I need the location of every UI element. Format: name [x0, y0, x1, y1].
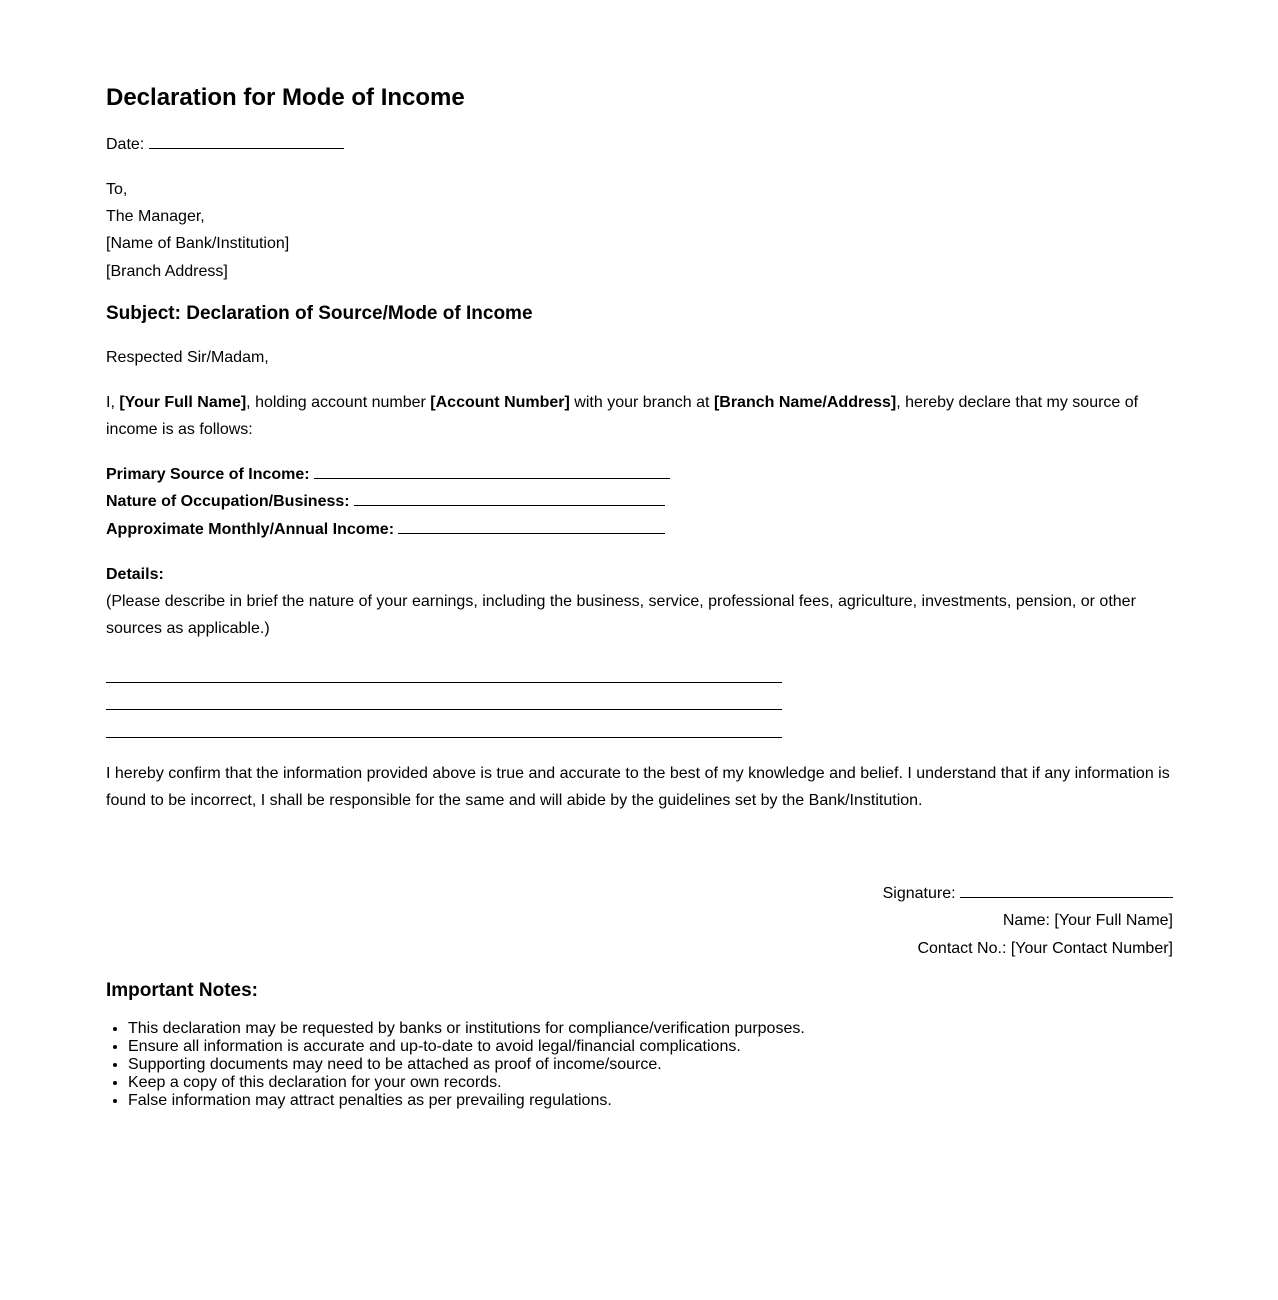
details-heading — [106, 561, 164, 588]
income-label: Approximate Monthly/Annual Income: — [106, 521, 395, 538]
address-bank: [Name of Bank/Institution] — [106, 235, 290, 252]
income-blank[interactable] — [398, 519, 665, 534]
date-line — [106, 131, 344, 158]
address-recipient: The Manager, — [106, 208, 205, 225]
list-item: • Supporting documents may need to be attached as proof of income/source. — [128, 1056, 805, 1074]
signature-line — [883, 880, 1173, 907]
list-item: • Ensure all information is accurate and up-to-date to avoid legal/financial complications. — [128, 1038, 805, 1056]
signature-name: Name: [Your Full Name] — [1002, 912, 1173, 929]
date-label: Date: — [106, 136, 145, 153]
details-line[interactable] — [106, 709, 782, 710]
list-item: • This declaration may be requested by banks or institutions for compliance/verification purposes. — [128, 1020, 805, 1038]
address-branch: [Branch Address] — [106, 263, 228, 280]
intro-text: I, — [106, 394, 120, 411]
salutation: Respected Sir/Madam, — [106, 349, 269, 366]
signature-blank[interactable] — [960, 883, 1173, 898]
address-to: To, — [106, 181, 128, 198]
subject-heading: Subject: Declaration of Source/Mode of Income — [106, 303, 533, 324]
page-title: Declaration for Mode of Income — [106, 84, 465, 111]
full-name-placeholder: [Your Full Name] — [119, 394, 247, 411]
primary-source-field — [106, 461, 670, 488]
notes-list — [106, 1020, 805, 1110]
date-blank[interactable] — [149, 134, 344, 149]
signature-label: Signature: — [882, 885, 956, 902]
account-number-placeholder: [Account Number] — [430, 394, 570, 411]
confirmation-paragraph: I hereby confirm that the information provided above is true and accurate to the best of my knowledge and belief. I understand that if any information is found to be incorrect, I shall be responsible for the same and will abide by the guidelines set by the Bank/Institution. — [106, 765, 1170, 809]
details-instructions: (Please describe in brief the nature of your earnings, including the business, service, professional fees, agriculture, investments, pension, or other sources as applicable.) — [106, 593, 1136, 637]
intro-text: , holding account number — [246, 394, 431, 411]
notes-heading: Important Notes: — [106, 980, 258, 1001]
intro-text: , hereby declare that my source of income is as follows: — [106, 394, 1139, 438]
occupation-label: Nature of Occupation/Business: — [106, 493, 350, 510]
income-field — [106, 516, 665, 543]
intro-paragraph — [106, 389, 1173, 443]
primary-source-label: Primary Source of Income: — [106, 466, 310, 483]
branch-placeholder: [Branch Name/Address] — [713, 394, 897, 411]
list-item: • Keep a copy of this declaration for your own records. — [128, 1074, 805, 1092]
signature-contact: Contact No.: [Your Contact Number] — [917, 940, 1173, 957]
intro-text: with your branch at — [569, 394, 714, 411]
details-line[interactable] — [106, 682, 782, 683]
occupation-field — [106, 488, 665, 515]
list-item: • False information may attract penalties as per prevailing regulations. — [128, 1092, 805, 1110]
occupation-blank[interactable] — [354, 491, 665, 506]
details-heading-text: Details: — [106, 566, 164, 583]
primary-source-blank[interactable] — [314, 464, 670, 479]
details-line[interactable] — [106, 737, 782, 738]
